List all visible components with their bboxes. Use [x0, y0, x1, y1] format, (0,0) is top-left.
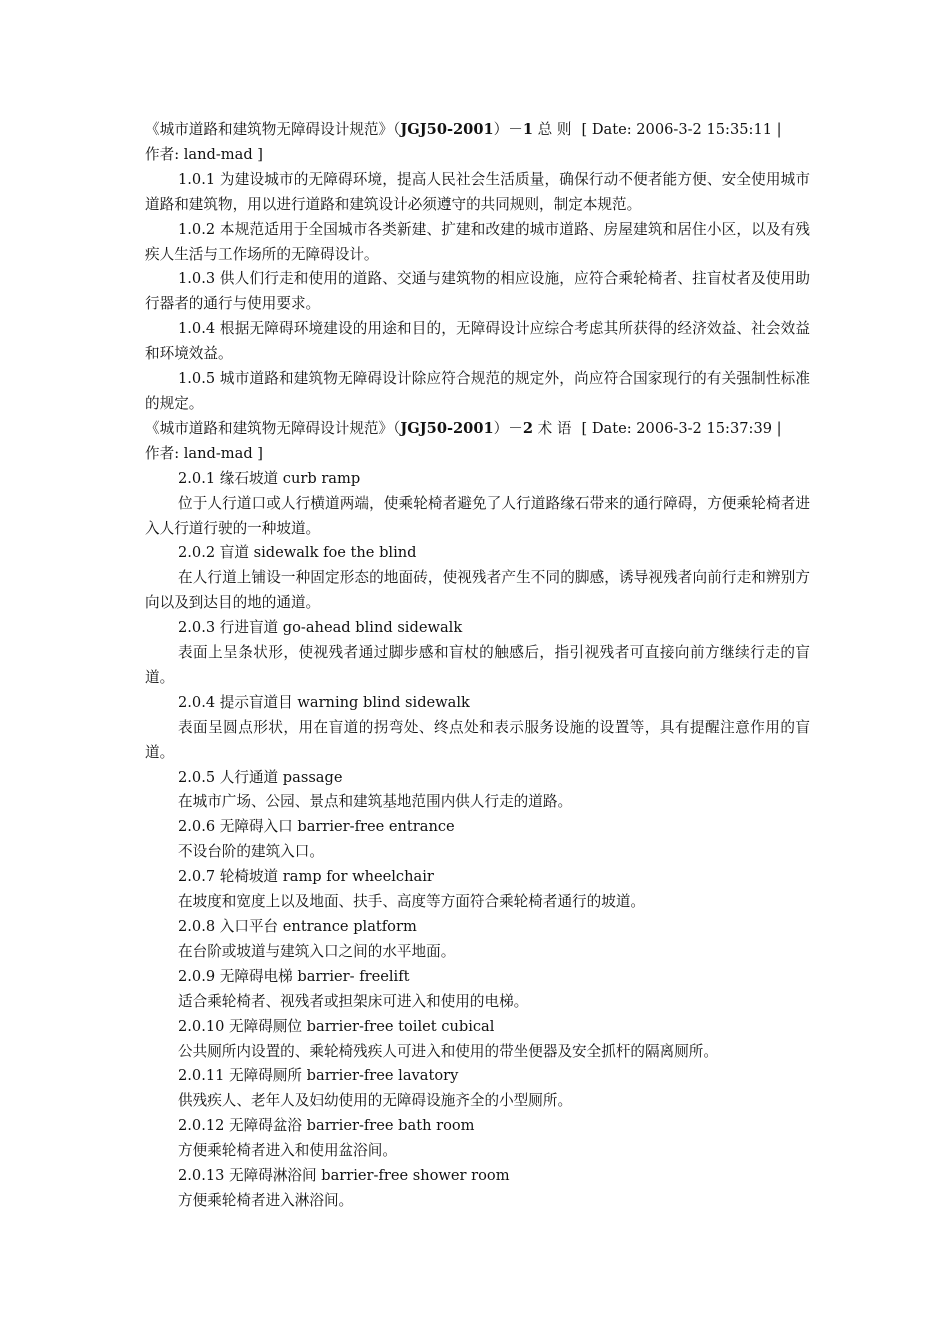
- definition-2-0-11: 供残疾人、老年人及妇幼使用的无障碍设施齐全的小型厕所。: [178, 1092, 573, 1110]
- section1-header-left: 《城市道路和建筑物无障碍设计规范》（: [145, 121, 401, 138]
- term-2-0-8: 2.0.8 入口平台 entrance platform: [178, 918, 417, 935]
- definition-2-0-6: 不设台阶的建筑入口。: [178, 843, 324, 861]
- definition-2-0-3: 表面上呈条状形，使视残者通过脚步感和盲杖的触感后，指引视残者可直接向前方继续行走的盲道。: [145, 644, 810, 686]
- definition-2-0-10: 公共厕所内设置的、乘轮椅残疾人可进入和使用的带坐便器及安全抓杆的隔离厕所。: [178, 1042, 718, 1060]
- definition-2-0-7: 在坡度和宽度上以及地面、扶手、高度等方面符合乘轮椅者通行的坡道。: [178, 893, 646, 911]
- term-2-0-11: 2.0.11 无障碍厕所 barrier-free lavatory: [178, 1067, 459, 1085]
- term-2-0-9: 2.0.9 无障碍电梯 barrier- freelift: [178, 967, 410, 985]
- section2-code: JGJ50-2001: [400, 419, 494, 437]
- term-2-0-6: 2.0.6 无障碍入口 barrier-free entrance: [178, 818, 455, 836]
- definition-2-0-13: 方便乘轮椅者进入淋浴间。: [178, 1191, 354, 1209]
- term-2-0-7: 2.0.7 轮椅坡道 ramp for wheelchair: [178, 868, 434, 886]
- term-2-0-1: 2.0.1 缘石坡道 curb ramp: [178, 469, 361, 487]
- definition-2-0-9: 适合乘轮椅者、视残者或担架床可进入和使用的电梯。: [178, 992, 529, 1010]
- definition-2-0-5: 在城市广场、公园、景点和建筑基地范围内供人行走的道路。: [178, 793, 573, 811]
- section2-author: 作者: land-mad ]: [145, 444, 263, 462]
- term-2-0-2: 2.0.2 盲道 sidewalk foe the blind: [178, 544, 417, 562]
- section1-code: JGJ50-2001: [400, 121, 494, 138]
- paragraph-1-0-5: 1.0.5 城市道路和建筑物无障碍设计除应符合规范的规定外，尚应符合国家现行的有关强制性标准的规定。: [145, 370, 810, 412]
- term-2-0-10: 2.0.10 无障碍厕位 barrier-free toilet cubical: [178, 1017, 495, 1035]
- section2-date: [ Date: 2006-3-2 15:37:39 |: [581, 419, 782, 437]
- term-2-0-4: 2.0.4 提示盲道目 warning blind sidewalk: [178, 693, 470, 711]
- definition-2-0-12: 方便乘轮椅者进入和使用盆浴间。: [178, 1142, 397, 1160]
- definition-2-0-1: 位于人行道口或人行横道两端，使乘轮椅者避免了人行道路缘石带来的通行障碍，方便乘轮椅者进入人行道行驶的一种坡道。: [145, 494, 810, 537]
- section1-title: 总 则: [537, 121, 572, 138]
- definition-2-0-2: 在人行道上铺设一种固定形态的地面砖，使视残者产生不同的脚感，诱导视残者向前行走和辨别方向以及到达目的地的通道。: [145, 569, 810, 612]
- section1-header-mid: ）－: [493, 121, 523, 138]
- definition-2-0-4: 表面呈圆点形状，用在盲道的拐弯处、终点处和表示服务设施的设置等，具有提醒注意作用的盲道。: [145, 718, 810, 761]
- paragraph-1-0-1: 1.0.1 为建设城市的无障碍环境，提高人民社会生活质量，确保行动不便者能方便、安全使用城市道路和建筑物，用以进行道路和建筑设计必须遵守的共同规则，制定本规范。: [145, 170, 810, 213]
- term-2-0-13: 2.0.13 无障碍淋浴间 barrier-free shower room: [178, 1167, 510, 1185]
- paragraph-1-0-4: 1.0.4 根据无障碍环境建设的用途和目的，无障碍设计应综合考虑其所获得的经济效益、社会效益和环境效益。: [145, 320, 810, 363]
- term-2-0-3: 2.0.3 行进盲道 go-ahead blind sidewalk: [178, 619, 463, 637]
- paragraph-1-0-3: 1.0.3 供人们行走和使用的道路、交通与建筑物的相应设施，应符合乘轮椅者、拄盲杖者及使用助行器者的通行与使用要求。: [145, 270, 810, 313]
- term-2-0-12: 2.0.12 无障碍盆浴 barrier-free bath room: [178, 1117, 475, 1135]
- section1-header: [145, 118, 810, 143]
- section1-author: 作者: land-mad ]: [145, 145, 263, 163]
- section2-title: 术 语: [537, 419, 572, 437]
- section2-header: [145, 417, 810, 442]
- paragraph-1-0-2: 1.0.2 本规范适用于全国城市各类新建、扩建和改建的城市道路、房屋建筑和居住小区，以及有残疾人生活与工作场所的无障碍设计。: [145, 220, 810, 263]
- term-2-0-5: 2.0.5 人行通道 passage: [178, 768, 343, 786]
- section1-number: 1: [522, 121, 534, 138]
- section2-header-left: 《城市道路和建筑物无障碍设计规范》（: [145, 419, 401, 437]
- document-body: [145, 118, 810, 1214]
- section2-header-mid: ）－: [493, 419, 523, 437]
- section2-number: 2: [522, 419, 534, 437]
- section1-date: [ Date: 2006-3-2 15:35:11 |: [581, 121, 782, 138]
- definition-2-0-8: 在台阶或坡道与建筑入口之间的水平地面。: [178, 942, 456, 960]
